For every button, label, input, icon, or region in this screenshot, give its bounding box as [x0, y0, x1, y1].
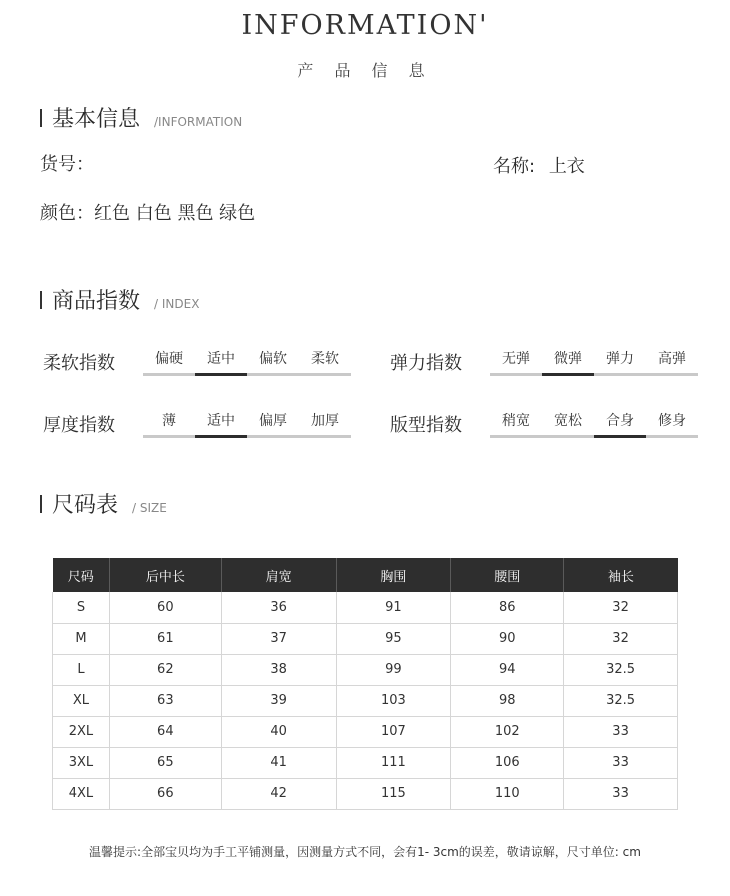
table-row: [53, 654, 678, 685]
table-cell: 32.5: [564, 685, 678, 716]
softness-index: [43, 348, 351, 376]
index-options: [490, 410, 698, 438]
table-row: [53, 623, 678, 654]
index-option: 适中: [195, 410, 247, 438]
table-cell: 32: [564, 623, 678, 654]
table-cell: 90: [451, 623, 564, 654]
fit-index: [390, 410, 698, 438]
index-option: 合身: [594, 410, 646, 438]
colors-field: [40, 199, 255, 225]
table-cell: 98: [451, 685, 564, 716]
table-cell: 61: [109, 623, 221, 654]
table-cell: 86: [451, 592, 564, 623]
table-cell: 95: [336, 623, 451, 654]
table-cell: 115: [336, 778, 451, 809]
table-row: [53, 778, 678, 809]
table-cell: S: [53, 592, 110, 623]
table-cell: 39: [221, 685, 336, 716]
table-cell: 4XL: [53, 778, 110, 809]
size-subtitle: / SIZE: [132, 501, 167, 515]
basic-info-heading: [40, 102, 242, 133]
table-cell: 32.5: [564, 654, 678, 685]
index-options: [143, 348, 351, 376]
basic-info-title: 基本信息: [52, 107, 141, 132]
elasticity-index: [390, 348, 698, 376]
index-option: 弹力: [594, 348, 646, 376]
size-table-header-cell: 后中长: [109, 558, 221, 592]
table-cell: 33: [564, 778, 678, 809]
table-cell: 99: [336, 654, 451, 685]
table-row: [53, 592, 678, 623]
table-cell: 33: [564, 747, 678, 778]
table-cell: 106: [451, 747, 564, 778]
index-option: 稍宽: [490, 410, 542, 438]
table-cell: 60: [109, 592, 221, 623]
table-cell: 37: [221, 623, 336, 654]
table-cell: 107: [336, 716, 451, 747]
page-title: INFORMATION': [241, 10, 489, 41]
page-subtitle: 产 品 信 息: [297, 61, 433, 80]
product-name: [493, 152, 585, 178]
heading-bar: [40, 109, 42, 127]
index-option: 加厚: [299, 410, 351, 438]
table-cell: 103: [336, 685, 451, 716]
table-cell: M: [53, 623, 110, 654]
table-cell: 41: [221, 747, 336, 778]
table-cell: 42: [221, 778, 336, 809]
measurement-note: 温馨提示:全部宝贝均为手工平铺测量，因测量方式不同，会有1- 3cm的误差，敬请谅解，尺寸单位: cm: [89, 845, 641, 859]
size-title: 尺码表: [52, 493, 119, 518]
index-subtitle: / INDEX: [154, 297, 200, 311]
table-cell: 65: [109, 747, 221, 778]
table-cell: 91: [336, 592, 451, 623]
table-row: [53, 685, 678, 716]
index-label: 柔软指数: [43, 353, 115, 374]
index-options: [143, 410, 351, 438]
index-option: 宽松: [542, 410, 594, 438]
thickness-index: [43, 410, 351, 438]
size-table-header-cell: 胸围: [336, 558, 451, 592]
index-option: 适中: [195, 348, 247, 376]
table-cell: 111: [336, 747, 451, 778]
table-row: [53, 747, 678, 778]
size-table: [52, 558, 678, 810]
table-cell: 66: [109, 778, 221, 809]
table-cell: XL: [53, 685, 110, 716]
size-table-header: [53, 558, 678, 592]
product-name-label: 名称:: [493, 156, 536, 177]
size-table-header-cell: 腰围: [451, 558, 564, 592]
index-option: 修身: [646, 410, 698, 438]
size-heading: [40, 488, 167, 519]
index-option: 高弹: [646, 348, 698, 376]
table-cell: 102: [451, 716, 564, 747]
colors-value: 红色 白色 黑色 绿色: [94, 203, 256, 224]
table-cell: 2XL: [53, 716, 110, 747]
heading-bar: [40, 495, 42, 513]
table-cell: 3XL: [53, 747, 110, 778]
index-option: 柔软: [299, 348, 351, 376]
table-cell: 64: [109, 716, 221, 747]
index-option: 偏硬: [143, 348, 195, 376]
basic-info-subtitle: /INFORMATION: [154, 115, 243, 129]
table-cell: 32: [564, 592, 678, 623]
table-cell: L: [53, 654, 110, 685]
heading-bar: [40, 291, 42, 309]
table-cell: 38: [221, 654, 336, 685]
table-cell: 62: [109, 654, 221, 685]
size-table-header-cell: 袖长: [564, 558, 678, 592]
index-option: 无弹: [490, 348, 542, 376]
colors-label: 颜色：: [40, 203, 94, 224]
index-option: 微弹: [542, 348, 594, 376]
index-title: 商品指数: [52, 289, 141, 314]
item-number-label: 货号：: [40, 154, 94, 175]
index-option: 偏厚: [247, 410, 299, 438]
index-label: 厚度指数: [43, 415, 115, 436]
index-options: [490, 348, 698, 376]
table-cell: 36: [221, 592, 336, 623]
index-label: 版型指数: [390, 415, 462, 436]
table-cell: 40: [221, 716, 336, 747]
index-heading: [40, 284, 199, 315]
size-table-header-cell: 肩宽: [221, 558, 336, 592]
table-cell: 63: [109, 685, 221, 716]
table-cell: 94: [451, 654, 564, 685]
table-cell: 110: [451, 778, 564, 809]
table-row: [53, 716, 678, 747]
size-table-header-cell: 尺码: [53, 558, 110, 592]
product-name-value: 上衣: [548, 156, 585, 177]
index-label: 弹力指数: [390, 353, 462, 374]
index-option: 偏软: [247, 348, 299, 376]
table-cell: 33: [564, 716, 678, 747]
index-option: 薄: [143, 410, 195, 438]
